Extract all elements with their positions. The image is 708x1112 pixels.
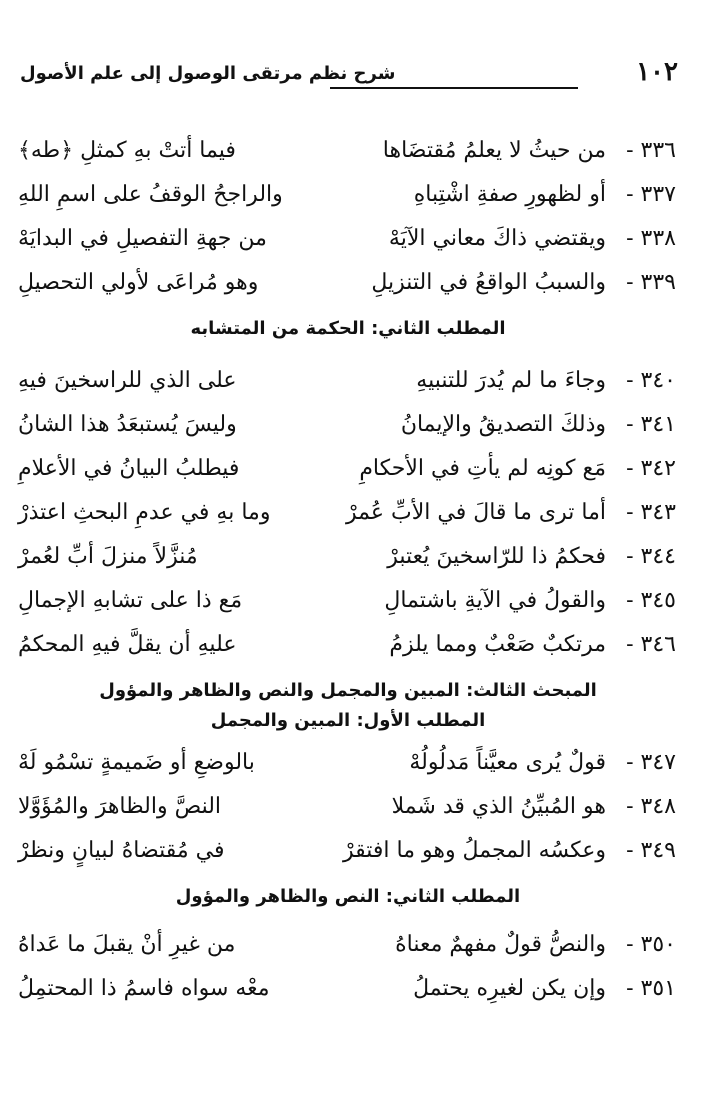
verse-first-hemistich: وعكسُه المجملُ وهو ما افتقرْ	[342, 838, 606, 863]
verse-first-hemistich: أما ترى ما قالَ في الأبِّ عُمرْ	[346, 500, 606, 525]
verse-line	[18, 220, 676, 264]
verse-second-hemistich: على الذي للراسخينَ فيهِ	[18, 368, 237, 393]
verse-first-hemistich: وذلكَ التصديقُ والإيمانُ	[400, 412, 606, 437]
verse-first-hemistich: أو لظهورِ صفةِ اشْتِباهِ	[413, 182, 606, 207]
verse-second-hemistich: مُنزَّلاً منزلَ أبِّ لعُمرْ	[18, 544, 198, 569]
header-rule	[330, 87, 578, 89]
verse-number: ٣٤٣ -	[626, 500, 676, 525]
chapter-heading: المبحث الثالث: المبين والمجمل والنص والظاهر والمؤول	[99, 680, 597, 701]
verse-first-hemistich: مرتكبٌ صَعْبٌ ومما يلزمُ	[389, 632, 606, 657]
verse-second-hemistich: عليهِ أن يقلَّ فيهِ المحكمُ	[18, 632, 237, 657]
verse-second-hemistich: وما بهِ في عدمِ البحثِ اعتذرْ	[18, 500, 271, 525]
verse-number: ٣٤٢ -	[626, 456, 676, 481]
verse-number: ٣٥٠ -	[626, 932, 676, 957]
verse-second-hemistich: من غيرِ أنْ يقبلَ ما عَداهُ	[18, 932, 236, 957]
verse-number: ٣٣٦ -	[626, 138, 676, 163]
page-header	[20, 55, 678, 95]
verse-second-hemistich: والراجحُ الوقفُ على اسمِ اللهِ	[18, 182, 283, 207]
verse-second-hemistich: بالوضعِ أو ضَميمةٍ تسْمُو لَهْ	[18, 750, 255, 775]
verse-line	[18, 264, 676, 308]
verse-number: ٣٣٧ -	[626, 182, 676, 207]
verse-second-hemistich: وهو مُراعَى لأولي التحصيلِ	[18, 270, 259, 295]
verse-line	[18, 970, 676, 1014]
verse-second-hemistich: فيما أتتْ بهِ كمثلِ ﴿طه﴾	[18, 138, 236, 163]
section-subheading: المطلب الأول: المبين والمجمل	[210, 710, 486, 731]
verse-first-hemistich: ويقتضي ذاكَ معاني الآيَهْ	[388, 226, 606, 251]
verse-first-hemistich: من حيثُ لا يعلمُ مُقتضَاها	[382, 138, 606, 163]
verse-line	[18, 176, 676, 220]
verse-line	[18, 362, 676, 406]
verse-second-hemistich: من جهةِ التفصيلِ في البدايَهْ	[18, 226, 267, 251]
verse-number: ٣٣٩ -	[626, 270, 676, 295]
verse-first-hemistich: هو المُبيِّنُ الذي قد شَملا	[391, 794, 606, 819]
verse-number: ٣٤٧ -	[626, 750, 676, 775]
verse-line	[18, 788, 676, 832]
verse-line	[18, 926, 676, 970]
verse-second-hemistich: معْه سواه فاسمُ ذا المحتمِلُ	[18, 976, 270, 1001]
book-title: شرح نظم مرتقى الوصول إلى علم الأصول	[20, 63, 396, 84]
verse-line	[18, 582, 676, 626]
verse-number: ٣٤٨ -	[626, 794, 676, 819]
verse-number: ٣٤٤ -	[626, 544, 676, 569]
verse-line	[18, 406, 676, 450]
verse-first-hemistich: قولٌ يُرى معيَّناً مَدلُولُهْ	[409, 750, 606, 775]
verse-first-hemistich: وجاءَ ما لم يُدرَ للتنبيهِ	[416, 368, 606, 393]
verse-line	[18, 744, 676, 788]
section-heading: المطلب الثاني: النص والظاهر والمؤول	[175, 886, 521, 907]
verse-number: ٣٥١ -	[626, 976, 676, 1001]
page-number: ١٠٢	[636, 57, 678, 87]
verse-second-hemistich: وليسَ يُستبعَدُ هذا الشانُ	[18, 412, 237, 437]
verse-number: ٣٤٦ -	[626, 632, 676, 657]
verse-line	[18, 494, 676, 538]
verse-line	[18, 132, 676, 176]
verse-first-hemistich: والقولُ في الآيةِ باشتمالِ	[384, 588, 606, 613]
verse-second-hemistich: النصَّ والظاهرَ والمُؤَوَّلا	[18, 794, 222, 819]
verse-line	[18, 538, 676, 582]
verse-number: ٣٤١ -	[626, 412, 676, 437]
verse-line	[18, 626, 676, 670]
verse-line	[18, 832, 676, 876]
section-heading: المطلب الثاني: الحكمة من المتشابه	[190, 318, 506, 339]
verse-number: ٣٤٠ -	[626, 368, 676, 393]
verse-second-hemistich: فيطلبُ البيانُ في الأعلامِ	[18, 456, 240, 481]
verse-line	[18, 450, 676, 494]
verse-number: ٣٤٥ -	[626, 588, 676, 613]
verse-second-hemistich: مَع ذا على تشابهِ الإجمالِ	[18, 588, 243, 613]
verse-first-hemistich: والنصُّ قولٌ مفهمٌ معناهُ	[395, 932, 606, 957]
verse-first-hemistich: مَع كونِه لم يأتِ في الأحكامِ	[359, 456, 606, 481]
verse-first-hemistich: فحكمُ ذا للرّاسخينَ يُعتبرْ	[387, 544, 606, 569]
verse-first-hemistich: وإن يكن لغيرِه يحتملُ	[413, 976, 606, 1001]
verse-first-hemistich: والسببُ الواقعُ في التنزيلِ	[371, 270, 606, 295]
verse-number: ٣٣٨ -	[626, 226, 676, 251]
verse-second-hemistich: في مُقتضاهُ لبيانٍ ونظرْ	[18, 838, 225, 863]
verse-number: ٣٤٩ -	[626, 838, 676, 863]
